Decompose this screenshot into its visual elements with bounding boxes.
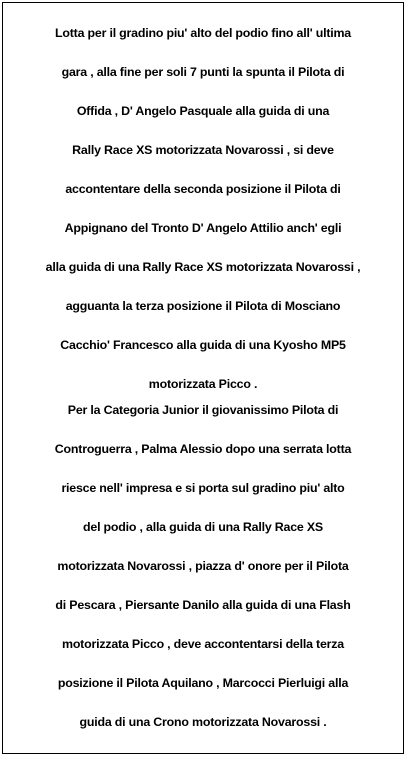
text-line: posizione il Pilota Aquilano , Marcocci Pierluigi alla [57,676,349,690]
text-line: accontentare della seconda posizione il Pilota di [65,182,341,196]
text-line: Rally Race XS motorizzata Novarossi , si deve [72,143,334,157]
text-line: del podio , alla guida di una Rally Race XS [83,520,323,534]
text-line: guida di una Crono motorizzata Novarossi . [79,715,327,729]
text-line: motorizzata Novarossi , piazza d' onore per il Pilota [57,559,349,573]
text-line: motorizzata Picco . [148,377,258,391]
text-line: Cacchio' Francesco alla guida di una Kyosho MP5 [60,338,346,352]
text-line: Appignano del Tronto D' Angelo Attilio anch' egli [64,221,342,235]
text-line: riesce nell' impresa e si porta sul gradino piu' alto [61,481,345,495]
text-line: Lotta per il gradino piu' alto del podio fino all' ultima [55,26,351,40]
text-line: motorizzata Picco , deve accontentarsi della terza [62,637,344,651]
text-line: Per la Categoria Junior il giovanissimo Pilota di [67,403,339,417]
text-box-frame [2,2,404,754]
text-line: di Pescara , Piersante Danilo alla guida di una Flash [55,598,351,612]
text-line: Offida , D' Angelo Pasquale alla guida di una [76,104,330,118]
text-line: gara , alla fine per soli 7 punti la spunta il Pilota di [61,65,345,79]
text-line: alla guida di una Rally Race XS motorizzata Novarossi , [45,260,361,274]
race-report-text [3,18,403,746]
text-line: agguanta la terza posizione il Pilota di Mosciano [65,299,341,313]
text-line: Controguerra , Palma Alessio dopo una serrata lotta [54,442,352,456]
